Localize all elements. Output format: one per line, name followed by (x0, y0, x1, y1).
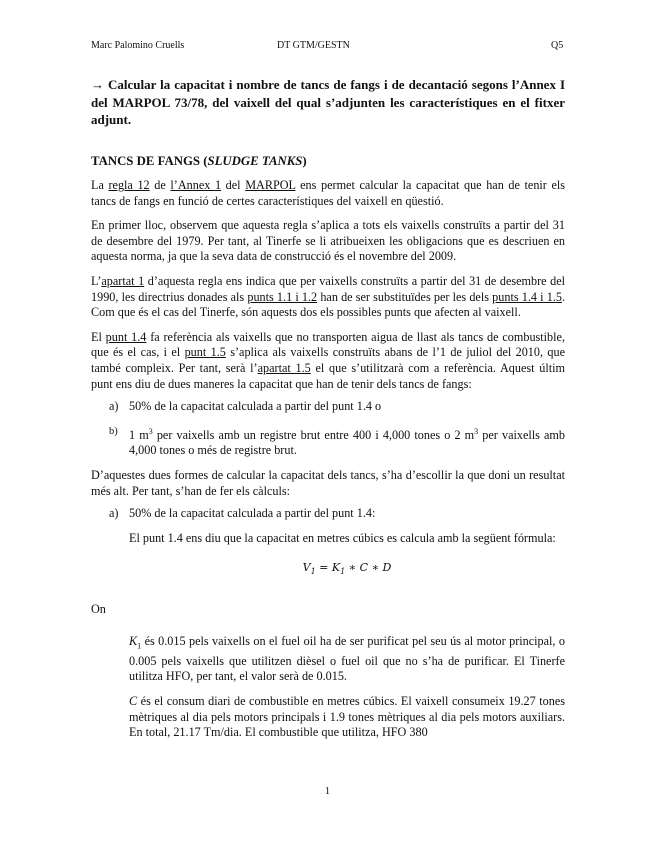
link-punt-1-5[interactable]: punt 1.5 (184, 345, 226, 360)
link-marpol[interactable]: MARPOL (245, 178, 296, 193)
list-item-b: b) 1 $m^3$ per vaixells amb un registre brut entre 400 i 4,000 tones o 2 $m^3$ per vaixells amb 4,000 tones o més de registre brut. (109, 425, 566, 458)
link-annex-1[interactable]: l’Annex 1 (170, 178, 222, 193)
link-regla-12[interactable]: regla 12 (108, 178, 150, 193)
paragraph-consum: C és el consum diari de combustible en metres cúbics. El vaixell consumeix 19.27 tones mètriques al dia pels motors principals i 1.9 tones mètriques al dia pels motors auxiliars. En total, 21.17 Tm/dia. El combustible que utilitza, HFO 380 (129, 694, 565, 740)
paragraph-formula-intro: El punt 1.4 ens diu que la capacitat en metres cúbics es calcula amb la següent fórmula: (129, 530, 556, 545)
list-item-a: a) 50% de la capacitat calculada a partir del punt 1.4 o (109, 399, 382, 414)
link-punt-1-4[interactable]: punt 1.4 (105, 329, 147, 344)
link-punts-1-1-1-2[interactable]: punts 1.1 i 1.2 (247, 289, 318, 304)
page-number: 1 (324, 786, 331, 797)
formula-v1: $V_1 = K_1$ ∗ C ∗ D (302, 561, 392, 577)
paragraph-regla12: La regla 12 de l’Annex 1 del MARPOL ens permet calcular la capacitat que han de tenir els tancs de fangs en funció de certes característiques del vaixell en qüestió. (91, 178, 566, 208)
paragraph-apartat-1: L’apartat 1 d’aquesta regla ens indica que per vaixells construïts a partir del 31 de desembre del 1990, les directrius donades als punts 1.1 i 1.2 han de ser substituïdes per les dels punts 1.4 i 1.5. Com que és el cas del Tinerfe, són aquests dos els possibles punts que afecten al vaixell. (91, 274, 565, 320)
paragraph-dues-formes: D’aquestes dues formes de calcular la capacitat dels tancs, s’ha d’escollir la que doni un resultat més alt. Per tant, s’han de fer els càlculs: (91, 468, 565, 498)
paragraph-k1: $K_1$ és 0.015 pels vaixells on el fuel oil ha de ser purificat pel seu ús al motor principal, o 0.005 pels vaixells que utilitzen dièsel o fuel oil que no s’ha de purificar. El Tinerfe utilitza HFO, per tant, el valor serà de 0.015. (129, 633, 565, 684)
header-question: Q5 (551, 40, 564, 51)
arrow-icon: → (91, 77, 104, 92)
paragraph-punt-1-4: El punt 1.4 fa referència als vaixells que no transporten aigua de llast als tancs de combustible, que és el cas, i el punt 1.5 s’aplica als vaixells construïts abans de l’1 de juliol del 2010, que també compleix. Per tant, serà l’apartat 1.5 el que s’utilitzarà com a referència. Aquest últim punt ens diu de dues maneres la capacitat que han de tenir dels tancs de fangs: (91, 329, 566, 391)
section-title: TANCS DE FANGS (SLUDGE TANKS) (91, 153, 307, 168)
link-apartat-1-5[interactable]: apartat 1.5 (257, 361, 311, 376)
link-apartat-1[interactable]: apartat 1 (101, 274, 145, 289)
document-body (91, 76, 565, 741)
header-author: Marc Palomino Cruells (91, 40, 185, 51)
calc-item-a: a) 50% de la capacitat calculada a partir del punt 1.4: (109, 506, 376, 521)
paragraph-primer-lloc: En primer lloc, observem que aquesta regla s’aplica a tots els vaixells construïts a partir del 31 de desembre del 1979. Per tant, al Tinerfe se li atribueixen les obligacions que es descriuen en aquesta norma, ja que la seva data de construcció és el novembre del 2009. (91, 218, 565, 264)
header-course: DT GTM/GESTN (277, 40, 350, 51)
link-punts-1-4-1-5[interactable]: punts 1.4 i 1.5 (492, 289, 562, 304)
label-on: On (91, 602, 106, 617)
intro-paragraph: → Calcular la capacitat i nombre de tancs de fangs i de decantació segons l’Annex I del MARPOL 73/78, del vaixell del qual s’adjunten les característiques en el fitxer adjunt. (91, 77, 565, 127)
